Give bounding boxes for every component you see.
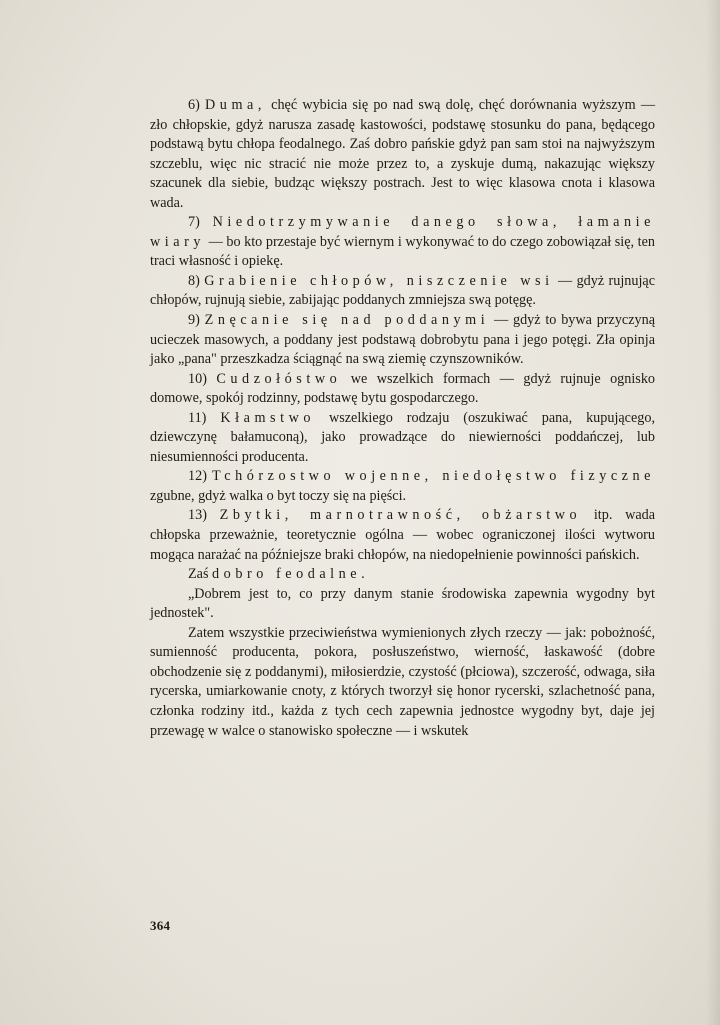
term-tchorzostwo: Tchórzostwo wojenne, niedołęstwo fizyczne: [212, 468, 655, 485]
paragraph-13: 13) Zbytki, marnotrawność, obżarstwo itp. wada chłopska przeważnie, teoretycznie ogólna — wobec ograniczonej ilości wytworu mogąca narażać na późniejsze braki chłopów, na niedopełnienie powinności pańskich.: [150, 507, 656, 563]
paragraph-8: 8) Grabienie chłopów, niszczenie wsi — gdyż rujnując chłopów, rujnują siebie, zabijając poddanych zmniejsza swą potęgę.: [150, 272, 656, 309]
dobro-feodalne-intro: Zaś dobro feodalne.: [188, 566, 370, 583]
paragraph-6: 6) Duma, chęć wybicia się po nad swą dolę, chęć dorównania wyższym — zło chłopskie, gdyż narusza zasadę kastowości, podstawę stosunku do pana, będącego podstawą bytu chłopa feodalnego. Zaś dobro pańskie gdyż pan sam stoi na najwyższym szczeblu, więc nic stracić nie może przez to, a zyskuje dumą, nakazując większy szacunek dla siebie, budząc większy postrach. Jest to więc klasowa cnota i klasowa wada.: [150, 97, 656, 211]
paragraph-9: 9) Znęcanie się nad poddanymi — gdyż to bywa przyczyną ucieczek masowych, a poddany jest podstawą dobrobytu pana i jego potęgi. Zła opinja jako „pana" przeszkadza ściągnąć na swą ziemię czynszowników.: [150, 312, 656, 368]
paragraph-12: 12) Tchórzostwo wojenne, niedołęstwo fizyczne zgubne, gdyż walka o byt toczy się na pięści.: [150, 468, 655, 504]
term-znecanie: Znęcanie się nad poddanymi: [204, 312, 490, 329]
term-cudzolostwo: Cudzołóstwo: [216, 370, 342, 387]
page-body-text: [150, 96, 655, 741]
closing-paragraph: Zatem wszystkie przeciwieństwa wymienionych złych rzeczy — jak: pobożność, sumienność producenta, pokora, posłuszeństwo, wierność, łaskawość (dobre obchodzenie się z poddanymi), miłosierdzie, czystość (płciowa), szczerość, odwaga, siła rycerska, umiarkowanie cnoty, z których tworzył się honor rycerski, szlachetność pana, członka rodziny itd., każda z tych cech zapewnia jednostce wygodny byt, daje jej przewagę w walce o stanowisko społeczne — i wskutek: [150, 624, 655, 739]
paragraph-10: 10) Cudzołóstwo we wszelkich formach — gdyż rujnuje ognisko domowe, spokój rodzinny, podstawę bytu gospodarczego.: [150, 370, 656, 407]
term-grabienie: Grabienie chłopów, niszczenie wsi: [204, 272, 554, 289]
page-number: 364: [150, 918, 171, 933]
term-dobro-feodalne: dobro feodalne.: [212, 566, 370, 583]
term-zbytki: Zbytki, marnotrawność, obżarstwo: [219, 507, 582, 524]
term-klamstwo: Kłamstwo: [220, 409, 316, 426]
page-edge-shadow: [706, 0, 720, 1025]
term-niedotrzymywanie: Niedotrzymywanie danego słowa, łamanie wiary: [150, 214, 655, 250]
paragraph-7: 7) Niedotrzymywanie danego słowa, łamanie wiary — bo kto przestaje być wiernym i wykonywać to do czego zobowiązał się, ten traci własność i opiekę.: [150, 214, 655, 270]
paragraph-11: 11) Kłamstwo wszelkiego rodzaju (oszukiwać pana, kupującego, dziewczynę bałamuconą), jako prowadzące do niewierności poddańczej, lub niesumienności producenta.: [150, 409, 656, 465]
term-duma: Duma,: [205, 97, 266, 113]
definition-quote: „Dobrem jest to, co przy danym stanie środowiska zapewnia wygodny byt jednostek".: [150, 585, 655, 622]
